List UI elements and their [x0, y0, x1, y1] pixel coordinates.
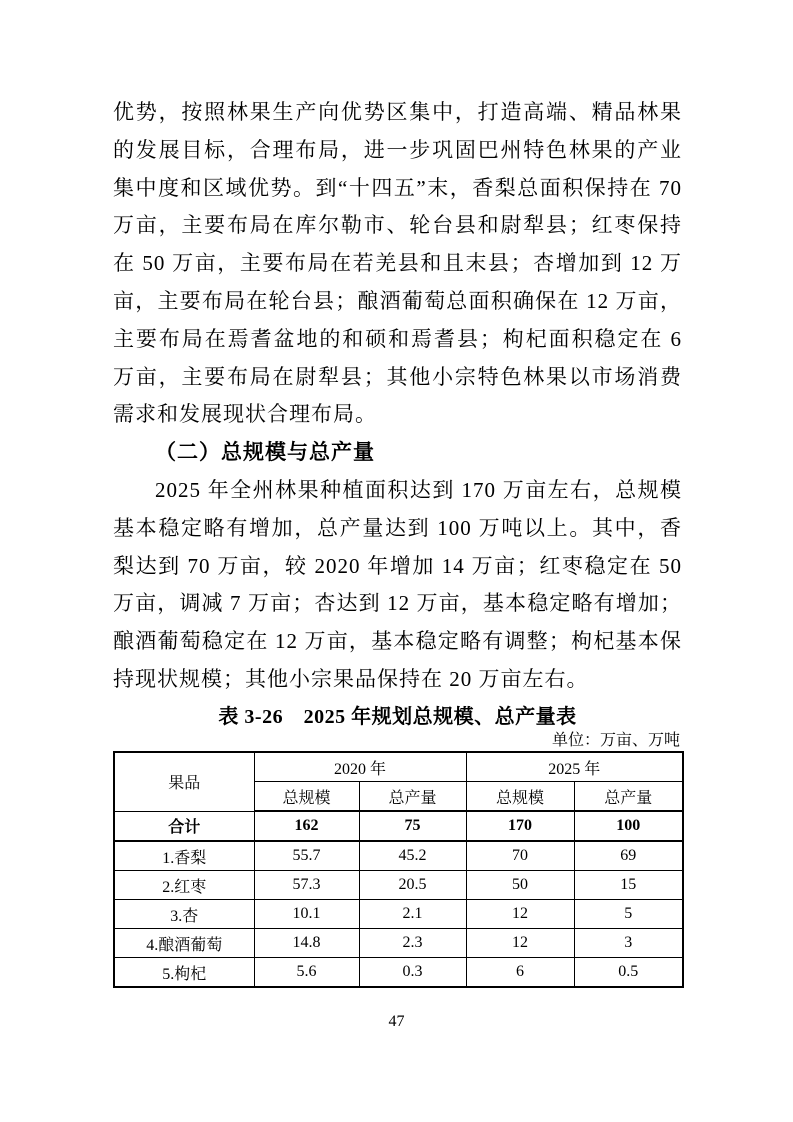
col-header-2025: 2025 年 [466, 752, 683, 782]
table-cell: 75 [359, 811, 466, 841]
table-row [114, 900, 683, 929]
table-header-row-years [114, 752, 683, 782]
table-cell: 14.8 [254, 929, 359, 958]
table-cell: 12 [466, 929, 574, 958]
row-label: 4.酿酒葡萄 [114, 929, 254, 958]
row-label: 3.杏 [114, 900, 254, 929]
table-cell: 15 [574, 871, 683, 900]
table-row [114, 929, 683, 958]
table-cell: 3 [574, 929, 683, 958]
table-section [113, 703, 682, 988]
col-header-scale-2025: 总规模 [466, 782, 574, 812]
body-text-block [113, 94, 682, 706]
section-heading: （二）总规模与总产量 [155, 440, 375, 465]
page-number: 47 [388, 1013, 405, 1030]
table-cell: 162 [254, 811, 359, 841]
table-cell: 10.1 [254, 900, 359, 929]
table-cell: 170 [466, 811, 574, 841]
paragraph-continuation: 优势，按照林果生产向优势区集中，打造高端、精品林果的发展目标，合理布局，进一步巩固巴州特色林果的产业集中度和区域优势。到“十四五”末，香梨总面积保持在 70 万亩，主要布局在库尔勒市、轮台县和尉犁县；红枣保持在 50 万亩，主要布局在若羌县和且末县；杏增加到 12 万亩，主要布局在轮台县；酿酒葡萄总面积确保在 12 万亩，主要布局在焉耆盆地的和硕和焉耆县；枸杞面积稳定在 6 万亩，主要布局在尉犁县；其他小宗特色林果以市场消费需求和发展现状合理布局。 [113, 100, 682, 427]
table-row [114, 841, 683, 871]
table-row [114, 871, 683, 900]
col-header-scale-2020: 总规模 [254, 782, 359, 812]
row-label: 5.枸杞 [114, 958, 254, 988]
table-cell: 6 [466, 958, 574, 988]
col-header-2020: 2020 年 [254, 752, 466, 782]
table-caption: 表 3-26 2025 年规划总规模、总产量表 [218, 706, 577, 728]
table-cell: 45.2 [359, 841, 466, 871]
table-row [114, 958, 683, 988]
planning-table [113, 751, 684, 988]
table-cell: 100 [574, 811, 683, 841]
table-cell: 70 [466, 841, 574, 871]
total-row-label: 合计 [114, 811, 254, 841]
table-cell: 2.1 [359, 900, 466, 929]
table-cell: 5.6 [254, 958, 359, 988]
table-cell: 0.3 [359, 958, 466, 988]
table-cell: 20.5 [359, 871, 466, 900]
table-cell: 50 [466, 871, 574, 900]
table-unit-note: 单位：万亩、万吨 [551, 732, 680, 749]
table-cell: 5 [574, 900, 683, 929]
table-total-row [114, 811, 683, 841]
col-header-output-2025: 总产量 [574, 782, 683, 812]
table-cell: 2.3 [359, 929, 466, 958]
table-cell: 12 [466, 900, 574, 929]
table-cell: 69 [574, 841, 683, 871]
table-cell: 57.3 [254, 871, 359, 900]
row-label: 1.香梨 [114, 841, 254, 871]
table-cell: 0.5 [574, 958, 683, 988]
col-header-output-2020: 总产量 [359, 782, 466, 812]
paragraph-summary: 2025 年全州林果种植面积达到 170 万亩左右，总规模基本稳定略有增加，总产量达到 100 万吨以上。其中，香梨达到 70 万亩，较 2020 年增加 14 万亩；红枣稳定在 50 万亩，调减 7 万亩；杏达到 12 万亩，基本稳定略有增加；酿酒葡萄稳定在 12 万亩，基本稳定略有调整；枸杞基本保持现状规模；其他小宗果品保持在 20 万亩左右。 [113, 477, 682, 691]
col-header-fruit: 果品 [114, 752, 254, 811]
row-label: 2.红枣 [114, 871, 254, 900]
table-cell: 55.7 [254, 841, 359, 871]
